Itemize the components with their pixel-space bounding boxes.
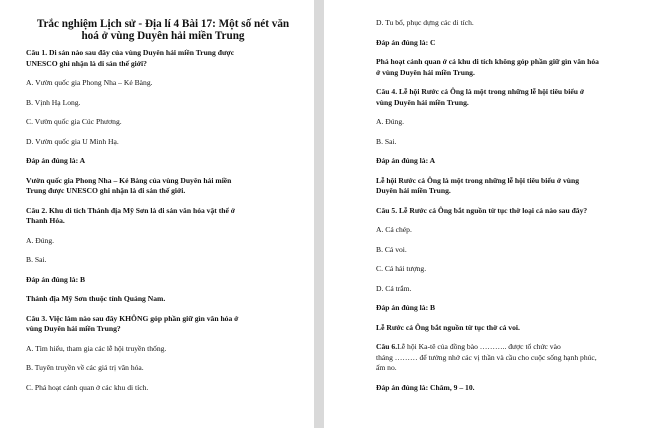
- question-6-line-2: tháng ……… để tưởng nhớ các vị thần và cầu cho cuộc sống hạnh phúc,: [376, 352, 597, 362]
- question-2-line-1: Câu 2. Khu di tích Thánh địa Mỹ Sơn là di sản văn hóa vật thể ở: [26, 205, 235, 215]
- question-6-line-1: [376, 342, 640, 353]
- title-line-2: hoá ở vùng Duyên hải miền Trung: [81, 30, 245, 42]
- q3-option-d: D. Tu bổ, phục dựng các di tích.: [376, 18, 474, 27]
- q2-option-a: A. Đúng.: [26, 235, 55, 245]
- q2-answer: Đáp án đúng là: B: [26, 274, 86, 284]
- question-5: Câu 5. Lễ Rước cá Ông bắt nguồn từ tục thờ loại cá nào sau đây?: [376, 205, 588, 215]
- q3-option-c: C. Phá hoạt cảnh quan ở các khu di tích.: [26, 382, 149, 392]
- q5-option-d: D. Cá trắm.: [376, 283, 412, 293]
- q4-option-a: A. Đúng.: [376, 117, 405, 126]
- title-line-1: Trắc nghiệm Lịch sử - Địa lí 4 Bài 17: Một số nét văn: [36, 18, 290, 30]
- q2-option-b: B. Sai.: [26, 255, 47, 264]
- q3-answer: Đáp án đúng là: C: [376, 37, 436, 47]
- document-page-left: [0, 0, 314, 428]
- question-1-line-1: Câu 1. Di sản nào sau đây của vùng Duyên hải miền Trung được: [26, 48, 235, 57]
- q4-option-b: B. Sai.: [376, 136, 397, 146]
- q3-option-a: A. Tìm hiểu, tham gia các lễ hội truyền thống.: [26, 343, 167, 353]
- q1-option-b: B. Vịnh Hạ Long.: [26, 97, 81, 107]
- question-4-line-1: Câu 4. Lễ hội Rước cá Ông là một trong những lễ hội tiêu biểu ở: [376, 87, 585, 96]
- question-3-line-1: Câu 3. Việc làm nào sau đây KHÔNG góp phần giữ gìn văn hóa ở: [26, 313, 239, 323]
- q1-answer: Đáp án đúng là: A: [26, 156, 86, 165]
- question-6-text: Lễ hội Ka-tê của đồng bào ……….. được tổ chức vào: [397, 342, 561, 351]
- q4-explanation-line-1: Lễ hội Rước cá Ông là một trong những lễ hội tiêu biểu ở vùng: [376, 175, 580, 185]
- q4-explanation-line-2: Duyên hải miền Trung.: [376, 186, 451, 195]
- q3-explanation-line-2: ở vùng Duyên hải miền Trung.: [376, 67, 475, 77]
- q5-answer: Đáp án đúng là: B: [376, 303, 436, 312]
- q1-option-a: A. Vườn quốc gia Phong Nha – Kẻ Bàng.: [26, 78, 153, 87]
- q6-answer: Đáp án đúng là: Chăm, 9 – 10.: [376, 382, 475, 392]
- q5-explanation: Lễ Rước cá Ông bắt nguồn từ tục thờ cá voi.: [376, 322, 520, 332]
- question-2-line-2: Thanh Hóa.: [26, 216, 65, 225]
- q5-option-c: C. Cá hải tượng.: [376, 264, 427, 273]
- question-4-line-2: vùng Duyên hải miền Trung.: [376, 97, 469, 107]
- q3-option-b: B. Tuyên truyền về các giá trị văn hóa.: [26, 363, 144, 372]
- q1-option-d: D. Vườn quốc gia U Minh Hạ.: [26, 136, 119, 146]
- question-3-line-2: vùng Duyên hải miền Trung?: [26, 324, 121, 333]
- q1-explanation-line-2: Trung được UNESCO ghi nhận là di sản thế giới.: [26, 186, 186, 195]
- q1-explanation-line-1: Vườn quốc gia Phong Nha – Kẻ Bàng của vùng Duyên hải miền: [26, 175, 232, 185]
- document-title: [26, 18, 306, 42]
- question-6-number: Câu 6.: [376, 342, 398, 351]
- document-page-right: [324, 0, 650, 428]
- q3-explanation-line-1: Phá hoạt cảnh quan ở cả khu di tích không góp phần giữ gìn văn hóa: [376, 57, 599, 66]
- q5-option-a: A. Cá chép.: [376, 225, 412, 234]
- question-1-line-2: UNESCO ghi nhận là di sản thế giới?: [26, 58, 147, 68]
- q5-option-b: B. Cá voi.: [376, 244, 407, 254]
- q4-answer: Đáp án đúng là: A: [376, 156, 436, 165]
- q1-option-c: C. Vườn quốc gia Cúc Phương.: [26, 117, 122, 126]
- q2-explanation: Thánh địa Mỹ Sơn thuộc tỉnh Quảng Nam.: [26, 294, 166, 303]
- question-6-line-3: ấm no.: [376, 363, 397, 372]
